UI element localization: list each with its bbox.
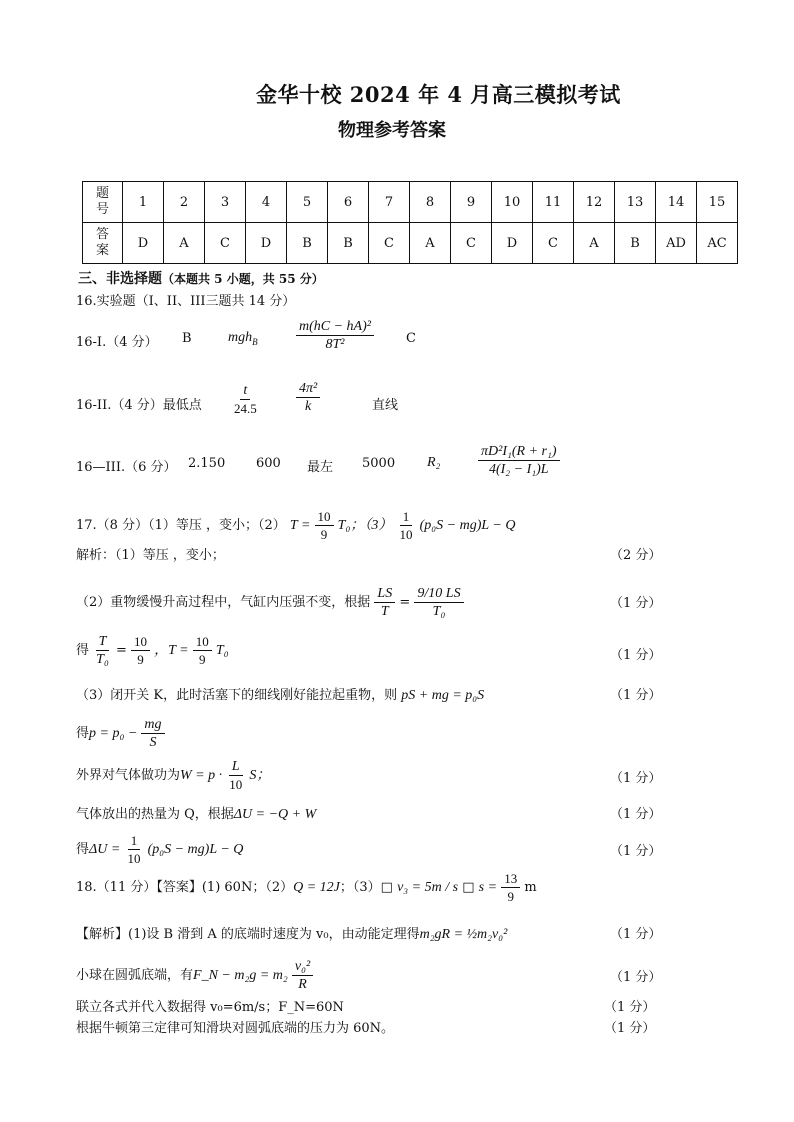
page-title: 金华十校 2024 年 4 月高三模拟考试 (256, 82, 621, 107)
cell-answer: A (410, 223, 451, 264)
cell-number: 1 (123, 182, 164, 223)
row-header-number: 题号 (83, 182, 123, 223)
cell-number: 3 (205, 182, 246, 223)
cell-answer: AD (656, 223, 697, 264)
cell-number: 9 (451, 182, 492, 223)
q17-line-5: 得p = p₀ − $\frac{mg}{S}$ (76, 716, 165, 751)
q16-3-answer-3: 最左 (307, 460, 334, 475)
cell-answer: D (492, 223, 533, 264)
q16-1-answer-2: mgh$_B$ (228, 330, 258, 347)
q16-1-answer-3: $\frac{\text{m(hC − hA)²}}{\text{8T²}}$ (296, 318, 374, 353)
cell-number: 2 (164, 182, 205, 223)
q18-line-4-score: （1 分） (604, 1021, 656, 1036)
q16-3-answer-1: 2.150 (188, 456, 226, 471)
cell-number: 13 (615, 182, 656, 223)
cell-number: 12 (574, 182, 615, 223)
q16-3-answer-4: 5000 (362, 456, 396, 471)
table-row-numbers (83, 182, 738, 223)
table-row-answers (83, 223, 738, 264)
q18-heading: 18.（11 分）【答案】(1) 60N；（2）Q = 12J；（3）□ v₃ = 5m / s □ s = $\frac{13}{9}$ m (76, 871, 537, 904)
cell-answer: B (615, 223, 656, 264)
q17-heading: 17.（8 分）（1）等压 ，变小；（2） T = $\frac{10}{9}$ T₀；（3） $\frac{1}{10}$ (p₀S − mg)L − Q (76, 509, 516, 542)
section-heading: 三、非选择题（本题共 5 小题，共 55 分） (78, 271, 324, 287)
q18-line-4: 根据牛顿第三定律可知滑块对圆弧底端的压力为 60N。 (76, 1021, 395, 1036)
q17-line-2: （2）重物缓慢升高过程中，气缸内压强不变，根据 $\frac{LS}{T}$ = $\frac{9/10 LS}{\text{T₀}}$ (76, 585, 464, 620)
q16-2-fraction-2: $\frac{\text{4π²}}{k}$ (296, 380, 320, 415)
q16-1-answer-4: C (406, 331, 416, 346)
page-subtitle: 物理参考答案 (338, 120, 446, 141)
q18-line-3: 联立各式并代入数据得 v₀=6m/s；F_N=60N (76, 1000, 344, 1015)
cell-answer: A (574, 223, 615, 264)
q17-line-6: 外界对气体做功为W = p · $\frac{L}{10}$ S； (76, 759, 271, 792)
row-header-answer: 答案 (83, 223, 123, 264)
q17-line-6-score: （1 分） (610, 771, 662, 786)
q16-2-label: 16-II.（4 分）最低点 (76, 398, 202, 413)
cell-answer: D (123, 223, 164, 264)
cell-number: 7 (369, 182, 410, 223)
cell-answer: A (164, 223, 205, 264)
cell-number: 5 (287, 182, 328, 223)
q18-line-3-score: （1 分） (604, 1000, 656, 1015)
q17-line-1-score: （2 分） (610, 548, 662, 563)
answer-table (82, 181, 738, 264)
q17-line-8: 得ΔU = $\frac{1}{10}$ (p₀S − mg)L − Q (76, 833, 244, 866)
q17-line-7-score: （1 分） (610, 807, 662, 822)
cell-number: 6 (328, 182, 369, 223)
cell-number: 14 (656, 182, 697, 223)
cell-number: 15 (697, 182, 738, 223)
q17-line-1: 解析：（1）等压 ，变小； (76, 548, 225, 563)
q17-line-8-score: （1 分） (610, 844, 662, 859)
cell-number: 8 (410, 182, 451, 223)
cell-answer: C (533, 223, 574, 264)
q18-line-2-score: （1 分） (610, 970, 662, 985)
cell-answer: B (328, 223, 369, 264)
q17-line-2-score: （1 分） (610, 596, 662, 611)
q16-intro: 16.实验题（I、II、III三题共 14 分） (76, 294, 296, 309)
q18-line-1: 【解析】(1)设 B 滑到 A 的底端时速度为 v₀，由动能定理得m₂gR = ½m₂v₀² (76, 927, 508, 942)
q18-line-1-score: （1 分） (610, 927, 662, 942)
q16-3-answer-5: R₂ (427, 455, 441, 470)
q17-line-4-score: （1 分） (610, 688, 662, 703)
q16-2-answer-3: 直线 (372, 398, 399, 413)
q16-3-answer-2: 600 (256, 456, 281, 471)
cell-number: 10 (492, 182, 533, 223)
q16-3-fraction: $\frac{\text{πD²I₁(R + r₁)}}{\text{4(I₂ − I₁)L}}$ (478, 443, 560, 478)
cell-answer: C (451, 223, 492, 264)
q17-line-3: 得 $\frac{T}{\text{T₀}}$ = $\frac{10}{9}$ ，T = $\frac{10}{9}$ T₀ (76, 634, 229, 667)
q17-line-7: 气体放出的热量为 Q，根据ΔU = −Q + W (76, 807, 317, 822)
cell-number: 11 (533, 182, 574, 223)
q16-3-label: 16—III.（6 分） (76, 460, 177, 475)
q16-2-fraction-1: $\frac{t}{24.5}$ (234, 383, 257, 416)
q16-1-answer-1: B (182, 331, 192, 346)
q18-line-2: 小球在圆弧底端，有F_N − m₂g = m₂ $\frac{\text{v₀²}}{R}$ (76, 958, 313, 993)
q17-line-3-score: （1 分） (610, 648, 662, 663)
cell-number: 4 (246, 182, 287, 223)
cell-answer: AC (697, 223, 738, 264)
cell-answer: D (246, 223, 287, 264)
cell-answer: C (205, 223, 246, 264)
q17-line-4: （3）闭开关 K，此时活塞下的细线刚好能拉起重物，则 pS + mg = p₀S (76, 688, 485, 703)
cell-answer: B (287, 223, 328, 264)
cell-answer: C (369, 223, 410, 264)
q16-1-label: 16-I.（4 分） (76, 335, 158, 350)
